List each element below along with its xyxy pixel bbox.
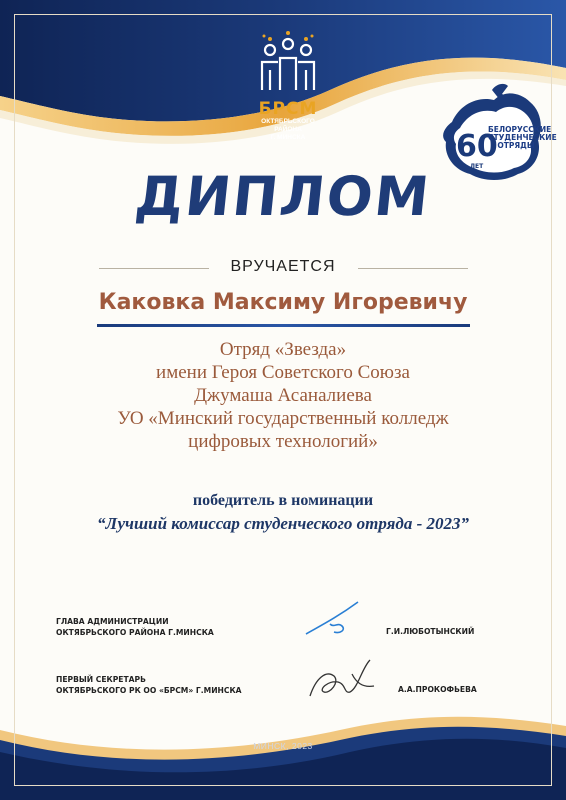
brsm-subtitle-1: ОКТЯБРЬСКОГО РАЙОНА (261, 118, 315, 133)
signatory-2-position (56, 674, 242, 696)
org-line-4: УО «Минский государственный колледж (117, 408, 449, 429)
signature-2-icon (304, 652, 380, 706)
city-year: МИНСК, 2023 (253, 741, 313, 751)
org-line-2: имени Героя Советского Союза (156, 362, 410, 383)
signatory-1-position (56, 616, 214, 638)
signatory-1-name: Г.И.ЛЮБОТЫНСКИЙ (386, 627, 475, 636)
brsm-name: БРСМ (258, 99, 318, 119)
diploma-title: ДИПЛОМ (132, 165, 434, 228)
so-text-3: ОТРЯДЫ (497, 141, 535, 150)
nomination-intro: победитель в номинации (192, 492, 374, 509)
so-text-1: БЕЛОРУССКИЕ (488, 125, 552, 134)
signature-1-icon (300, 598, 370, 640)
so-years: ЛЕТ (470, 163, 484, 170)
signatory-2-name: А.А.ПРОКОФЬЕВА (398, 685, 477, 694)
brsm-figures-icon (256, 30, 320, 98)
brsm-logo (248, 30, 328, 158)
bird-icon (492, 84, 510, 100)
signatory-1-position-line-1: ГЛАВА АДМИНИСТРАЦИИ (56, 617, 169, 626)
awarded-right-rule (358, 268, 468, 269)
awarded-label: ВРУЧАЕТСЯ (230, 258, 336, 275)
brsm-subtitle-2: Г. МИНСКА (270, 134, 306, 141)
org-line-1: Отряд «Звезда» (219, 339, 347, 360)
so-text-2: СТУДЕНЧЕСКИЕ (488, 133, 557, 142)
recipient-name: Каковка Максиму Игоревичу (98, 290, 468, 315)
recipient-underline (97, 324, 470, 327)
organization-block (0, 338, 566, 453)
signatory-2-position-line-2: ОКТЯБРЬСКОГО РК ОО «БРСМ» Г.МИНСКА (56, 686, 242, 695)
so-number: 60 (456, 129, 498, 164)
org-line-3: Джумаша Асаналиева (194, 385, 372, 406)
org-line-5: цифровых технологий» (188, 431, 378, 452)
signatory-1-position-line-2: ОКТЯБРЬСКОГО РАЙОНА Г.МИНСКА (56, 628, 214, 637)
nomination-title: “Лучший комиссар студенческого отряда - 2023” (97, 514, 469, 533)
signatory-2-position-line-1: ПЕРВЫЙ СЕКРЕТАРЬ (56, 675, 146, 684)
so-text-block (488, 125, 557, 150)
